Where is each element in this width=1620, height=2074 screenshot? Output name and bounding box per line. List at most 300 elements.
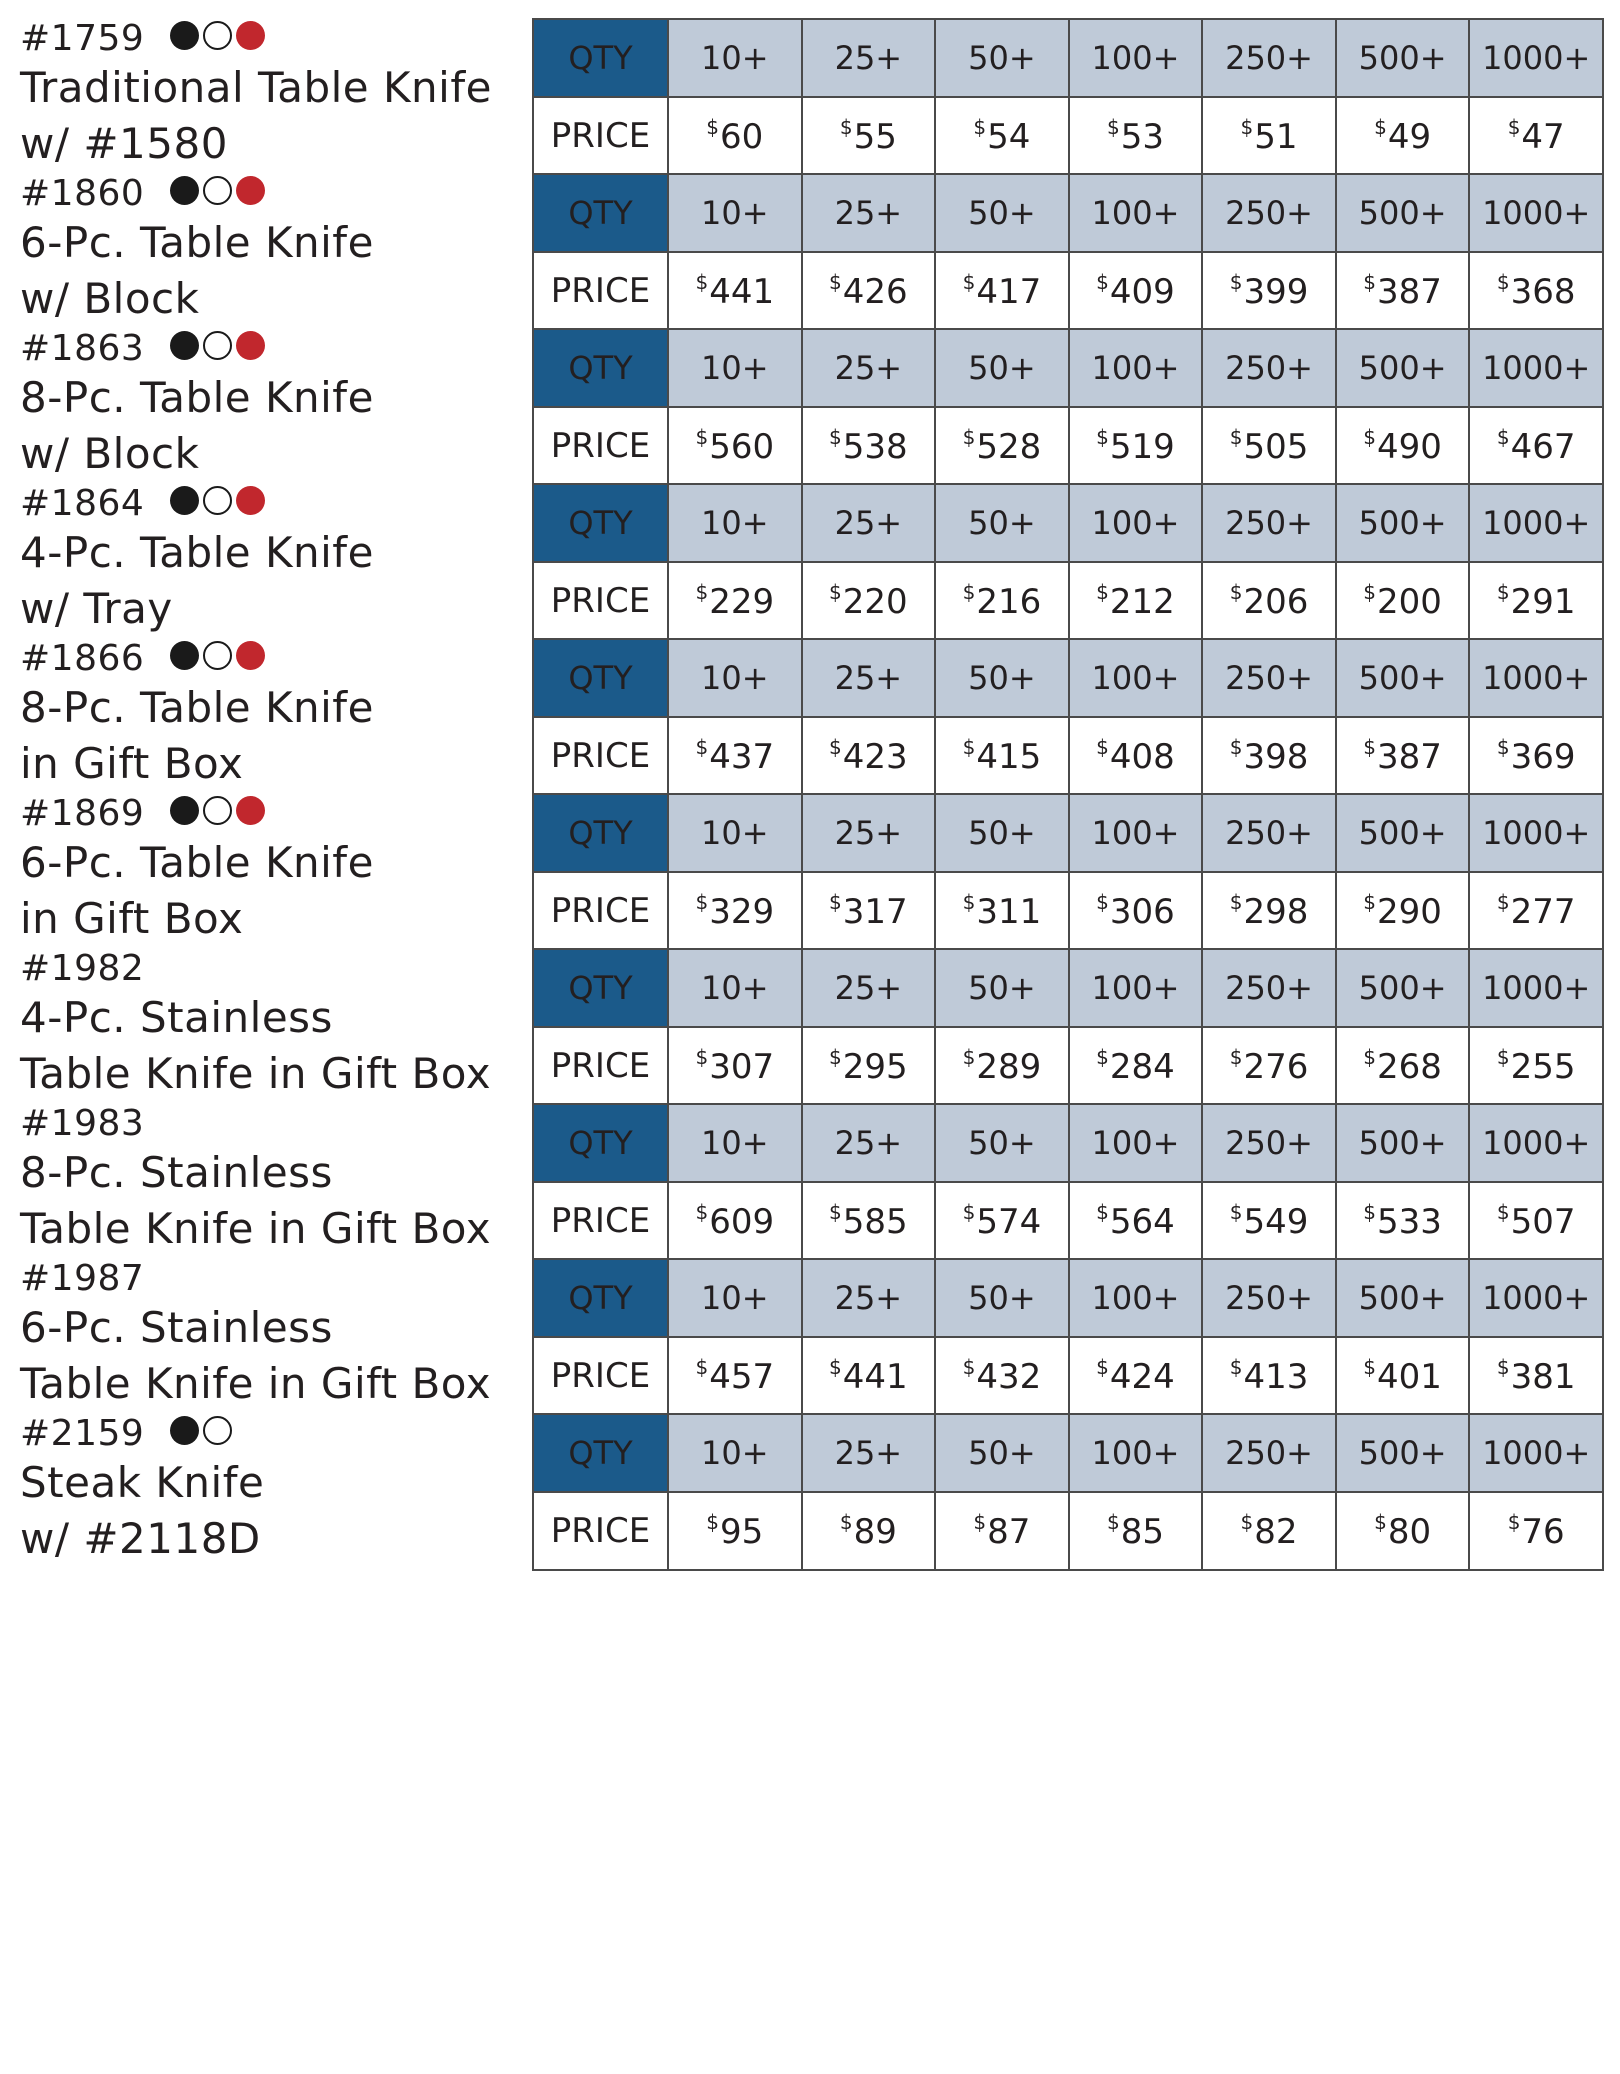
- product-info: [20, 793, 520, 947]
- qty-cell: 50+: [935, 484, 1069, 562]
- price-value: 47: [1521, 117, 1565, 157]
- product-name-line-1: 4-Pc. Table Knife: [20, 528, 374, 577]
- currency-symbol: $: [1229, 580, 1243, 604]
- currency-symbol: $: [1106, 1510, 1120, 1534]
- currency-symbol: $: [829, 1355, 842, 1379]
- red-color-dot-icon: [236, 796, 265, 825]
- color-options: [170, 639, 269, 679]
- product-name-line-2: w/ #1580: [20, 119, 228, 168]
- sku-line: [20, 18, 520, 60]
- qty-cell: 1000+: [1469, 19, 1603, 97]
- price-cell: [668, 872, 802, 950]
- currency-symbol: $: [1096, 735, 1109, 759]
- price-value: 441: [709, 272, 775, 312]
- product-info: [20, 173, 520, 327]
- product-name-line-1: 6-Pc. Table Knife: [20, 218, 374, 267]
- qty-cell: 500+: [1336, 484, 1470, 562]
- product-name-line-1: 8-Pc. Table Knife: [20, 683, 374, 732]
- price-row: [533, 252, 1603, 330]
- qty-cell: 250+: [1202, 19, 1336, 97]
- qty-cell: 10+: [668, 1104, 802, 1182]
- currency-symbol: $: [829, 1200, 842, 1224]
- price-value: 424: [1109, 1357, 1175, 1397]
- product-name-line-2: w/ #2118D: [20, 1514, 261, 1563]
- price-cell: [1069, 717, 1203, 795]
- qty-header: QTY: [533, 949, 668, 1027]
- product-name-line-1: 6-Pc. Table Knife: [20, 838, 374, 887]
- price-value: 216: [976, 582, 1042, 622]
- price-row: [533, 1182, 1603, 1260]
- qty-cell: 1000+: [1469, 329, 1603, 407]
- price-value: 538: [842, 427, 908, 467]
- qty-cell: 50+: [935, 1414, 1069, 1492]
- currency-symbol: $: [962, 580, 976, 604]
- price-table: [532, 173, 1604, 331]
- product-sku: #1759: [20, 18, 145, 59]
- qty-cell: 25+: [802, 949, 936, 1027]
- currency-symbol: $: [1229, 425, 1243, 449]
- qty-cell: 1000+: [1469, 1259, 1603, 1337]
- price-cell: [802, 1027, 936, 1105]
- currency-symbol: $: [1096, 890, 1109, 914]
- price-header: PRICE: [533, 1027, 668, 1105]
- price-cell: [1069, 407, 1203, 485]
- qty-cell: 250+: [1202, 1259, 1336, 1337]
- price-header: PRICE: [533, 562, 668, 640]
- price-value: 295: [842, 1047, 908, 1087]
- red-color-dot-icon: [236, 21, 265, 50]
- qty-cell: 50+: [935, 329, 1069, 407]
- qty-header: QTY: [533, 174, 668, 252]
- qty-cell: 250+: [1202, 794, 1336, 872]
- price-value: 609: [709, 1202, 775, 1242]
- qty-cell: 100+: [1069, 484, 1203, 562]
- qty-cell: 10+: [668, 19, 802, 97]
- qty-cell: 50+: [935, 174, 1069, 252]
- qty-row: [533, 484, 1603, 562]
- qty-cell: 10+: [668, 484, 802, 562]
- currency-symbol: $: [1363, 1355, 1376, 1379]
- product-info: [20, 328, 520, 482]
- black-color-dot-icon: [170, 176, 199, 205]
- price-cell: [935, 1337, 1069, 1415]
- price-cell: [935, 252, 1069, 330]
- price-table: [532, 483, 1604, 641]
- sku-line: [20, 793, 520, 835]
- product-row: [0, 1103, 1620, 1263]
- product-row: [0, 1413, 1620, 1573]
- product-info: [20, 1413, 520, 1567]
- color-options: [170, 174, 269, 214]
- price-value: 417: [976, 272, 1042, 312]
- qty-cell: 100+: [1069, 329, 1203, 407]
- price-value: 289: [976, 1047, 1042, 1087]
- sku-line: [20, 1103, 520, 1145]
- price-header: PRICE: [533, 1337, 668, 1415]
- price-cell: [802, 1182, 936, 1260]
- qty-cell: 100+: [1069, 1259, 1203, 1337]
- qty-cell: 25+: [802, 794, 936, 872]
- price-value: 398: [1243, 737, 1309, 777]
- price-value: 467: [1510, 427, 1576, 467]
- white-color-dot-icon: [203, 331, 232, 360]
- white-color-dot-icon: [203, 486, 232, 515]
- product-info: [20, 1103, 520, 1257]
- price-value: 329: [709, 892, 775, 932]
- sku-line: [20, 1258, 520, 1300]
- price-value: 276: [1243, 1047, 1309, 1087]
- currency-symbol: $: [695, 580, 709, 604]
- currency-symbol: $: [1229, 1355, 1243, 1379]
- product-info: [20, 948, 520, 1102]
- currency-symbol: $: [695, 425, 709, 449]
- price-value: 87: [987, 1512, 1031, 1552]
- price-value: 212: [1109, 582, 1175, 622]
- price-cell: [1469, 97, 1603, 175]
- price-value: 369: [1510, 737, 1576, 777]
- currency-symbol: $: [695, 735, 709, 759]
- qty-row: [533, 329, 1603, 407]
- qty-cell: 10+: [668, 329, 802, 407]
- price-cell: [1469, 1182, 1603, 1260]
- qty-cell: 50+: [935, 19, 1069, 97]
- white-color-dot-icon: [203, 1416, 232, 1445]
- price-cell: [1202, 1027, 1336, 1105]
- qty-cell: 10+: [668, 1259, 802, 1337]
- product-name-line-1: 8-Pc. Stainless: [20, 1148, 333, 1197]
- qty-cell: 50+: [935, 1259, 1069, 1337]
- qty-header: QTY: [533, 329, 668, 407]
- price-cell: [1202, 97, 1336, 175]
- qty-cell: 500+: [1336, 1259, 1470, 1337]
- price-cell: [668, 1492, 802, 1570]
- sku-line: [20, 1413, 520, 1455]
- currency-symbol: $: [1496, 1355, 1510, 1379]
- price-value: 413: [1243, 1357, 1309, 1397]
- currency-symbol: $: [1496, 425, 1510, 449]
- price-cell: [802, 252, 936, 330]
- qty-cell: 1000+: [1469, 949, 1603, 1027]
- qty-cell: 100+: [1069, 639, 1203, 717]
- price-cell: [1202, 562, 1336, 640]
- qty-cell: 25+: [802, 639, 936, 717]
- currency-symbol: $: [695, 270, 709, 294]
- price-value: 423: [842, 737, 908, 777]
- qty-cell: 25+: [802, 174, 936, 252]
- currency-symbol: $: [695, 1355, 709, 1379]
- product-info: [20, 638, 520, 792]
- currency-symbol: $: [695, 1200, 709, 1224]
- qty-cell: 500+: [1336, 639, 1470, 717]
- white-color-dot-icon: [203, 21, 232, 50]
- price-value: 415: [976, 737, 1042, 777]
- price-value: 89: [853, 1512, 897, 1552]
- price-row: [533, 1337, 1603, 1415]
- price-value: 206: [1243, 582, 1309, 622]
- black-color-dot-icon: [170, 641, 199, 670]
- currency-symbol: $: [1363, 1200, 1376, 1224]
- currency-symbol: $: [1363, 580, 1376, 604]
- price-header: PRICE: [533, 252, 668, 330]
- white-color-dot-icon: [203, 176, 232, 205]
- price-table: [532, 793, 1604, 951]
- price-cell: [1202, 407, 1336, 485]
- qty-cell: 500+: [1336, 949, 1470, 1027]
- product-name-line-1: Steak Knife: [20, 1458, 265, 1507]
- product-row: [0, 638, 1620, 798]
- price-value: 85: [1120, 1512, 1164, 1552]
- price-value: 585: [842, 1202, 908, 1242]
- sku-line: [20, 173, 520, 215]
- qty-cell: 10+: [668, 794, 802, 872]
- qty-cell: 250+: [1202, 484, 1336, 562]
- price-value: 291: [1510, 582, 1576, 622]
- price-row: [533, 1027, 1603, 1105]
- currency-symbol: $: [839, 1510, 853, 1534]
- currency-symbol: $: [1096, 1045, 1109, 1069]
- currency-symbol: $: [1496, 1045, 1510, 1069]
- currency-symbol: $: [1229, 1200, 1243, 1224]
- product-name-line-2: w/ Block: [20, 429, 200, 478]
- product-name-line-1: 8-Pc. Table Knife: [20, 373, 374, 422]
- product-sku: #2159: [20, 1413, 145, 1454]
- price-value: 387: [1377, 737, 1442, 777]
- qty-cell: 250+: [1202, 174, 1336, 252]
- price-value: 564: [1109, 1202, 1175, 1242]
- qty-cell: 10+: [668, 639, 802, 717]
- currency-symbol: $: [1507, 115, 1521, 139]
- price-cell: [1336, 1337, 1470, 1415]
- sku-line: [20, 638, 520, 680]
- price-cell: [1202, 872, 1336, 950]
- product-sku: #1982: [20, 948, 145, 989]
- currency-symbol: $: [962, 735, 976, 759]
- qty-cell: 1000+: [1469, 174, 1603, 252]
- currency-symbol: $: [1374, 1510, 1387, 1534]
- price-cell: [802, 872, 936, 950]
- currency-symbol: $: [962, 890, 976, 914]
- currency-symbol: $: [829, 1045, 842, 1069]
- price-header: PRICE: [533, 717, 668, 795]
- currency-symbol: $: [1363, 890, 1376, 914]
- color-options: [170, 19, 269, 59]
- price-value: 306: [1109, 892, 1175, 932]
- qty-cell: 1000+: [1469, 639, 1603, 717]
- price-value: 51: [1254, 117, 1298, 157]
- qty-row: [533, 639, 1603, 717]
- price-cell: [935, 1182, 1069, 1260]
- price-value: 426: [842, 272, 908, 312]
- price-cell: [802, 1492, 936, 1570]
- currency-symbol: $: [695, 890, 709, 914]
- currency-symbol: $: [1496, 580, 1510, 604]
- price-value: 574: [976, 1202, 1042, 1242]
- price-value: 441: [842, 1357, 908, 1397]
- price-value: 200: [1377, 582, 1442, 622]
- qty-cell: 500+: [1336, 794, 1470, 872]
- price-row: [533, 1492, 1603, 1570]
- sku-line: [20, 483, 520, 525]
- price-value: 408: [1109, 737, 1175, 777]
- red-color-dot-icon: [236, 486, 265, 515]
- price-cell: [668, 1027, 802, 1105]
- qty-cell: 25+: [802, 329, 936, 407]
- color-options: [170, 329, 269, 369]
- price-cell: [1069, 1492, 1203, 1570]
- currency-symbol: $: [1363, 425, 1376, 449]
- qty-cell: 500+: [1336, 174, 1470, 252]
- price-table: [532, 1103, 1604, 1261]
- price-cell: [1336, 562, 1470, 640]
- black-color-dot-icon: [170, 21, 199, 50]
- red-color-dot-icon: [236, 331, 265, 360]
- price-header: PRICE: [533, 407, 668, 485]
- price-value: 284: [1109, 1047, 1175, 1087]
- price-cell: [1336, 1182, 1470, 1260]
- price-row: [533, 562, 1603, 640]
- product-name-line-1: 6-Pc. Stainless: [20, 1303, 333, 1352]
- product-sku: #1983: [20, 1103, 145, 1144]
- product-row: [0, 948, 1620, 1108]
- price-header: PRICE: [533, 872, 668, 950]
- price-value: 268: [1377, 1047, 1442, 1087]
- price-header: PRICE: [533, 97, 668, 175]
- qty-cell: 25+: [802, 1104, 936, 1182]
- currency-symbol: $: [706, 115, 720, 139]
- price-cell: [1336, 717, 1470, 795]
- currency-symbol: $: [973, 115, 987, 139]
- product-name-line-2: Table Knife in Gift Box: [20, 1359, 492, 1408]
- price-value: 290: [1377, 892, 1442, 932]
- qty-cell: 1000+: [1469, 1104, 1603, 1182]
- qty-cell: 1000+: [1469, 794, 1603, 872]
- currency-symbol: $: [1229, 890, 1243, 914]
- currency-symbol: $: [1363, 270, 1376, 294]
- price-value: 432: [976, 1357, 1042, 1397]
- price-cell: [668, 407, 802, 485]
- price-cell: [935, 1027, 1069, 1105]
- product-info: [20, 1258, 520, 1412]
- qty-cell: 500+: [1336, 1414, 1470, 1492]
- price-value: 82: [1254, 1512, 1298, 1552]
- currency-symbol: $: [1240, 1510, 1254, 1534]
- price-cell: [1336, 407, 1470, 485]
- currency-symbol: $: [695, 1045, 709, 1069]
- currency-symbol: $: [1096, 425, 1109, 449]
- price-value: 457: [709, 1357, 775, 1397]
- price-value: 549: [1243, 1202, 1309, 1242]
- price-cell: [668, 1182, 802, 1260]
- product-name-line-2: in Gift Box: [20, 894, 244, 943]
- price-cell: [935, 562, 1069, 640]
- price-value: 255: [1510, 1047, 1576, 1087]
- price-cell: [1202, 1182, 1336, 1260]
- product-name-line-1: 4-Pc. Stainless: [20, 993, 333, 1042]
- currency-symbol: $: [829, 270, 842, 294]
- qty-cell: 25+: [802, 1259, 936, 1337]
- qty-cell: 10+: [668, 949, 802, 1027]
- price-value: 307: [709, 1047, 775, 1087]
- price-cell: [1069, 562, 1203, 640]
- price-cell: [802, 1337, 936, 1415]
- qty-cell: 25+: [802, 19, 936, 97]
- currency-symbol: $: [839, 115, 853, 139]
- price-value: 409: [1109, 272, 1175, 312]
- qty-cell: 250+: [1202, 949, 1336, 1027]
- price-cell: [935, 407, 1069, 485]
- price-value: 528: [976, 427, 1042, 467]
- price-value: 53: [1120, 117, 1164, 157]
- price-cell: [1202, 717, 1336, 795]
- qty-cell: 50+: [935, 949, 1069, 1027]
- product-row: [0, 328, 1620, 488]
- currency-symbol: $: [962, 425, 976, 449]
- price-cell: [668, 252, 802, 330]
- price-cell: [1202, 1337, 1336, 1415]
- qty-header: QTY: [533, 1104, 668, 1182]
- qty-cell: 100+: [1069, 1414, 1203, 1492]
- red-color-dot-icon: [236, 641, 265, 670]
- qty-header: QTY: [533, 19, 668, 97]
- price-value: 519: [1109, 427, 1175, 467]
- price-cell: [1469, 407, 1603, 485]
- price-value: 317: [842, 892, 908, 932]
- price-cell: [1469, 562, 1603, 640]
- price-cell: [1336, 97, 1470, 175]
- price-table: [532, 18, 1604, 176]
- qty-header: QTY: [533, 1259, 668, 1337]
- product-sku: #1864: [20, 483, 145, 524]
- product-sku: #1866: [20, 638, 145, 679]
- price-cell: [802, 407, 936, 485]
- price-value: 277: [1510, 892, 1576, 932]
- qty-row: [533, 1259, 1603, 1337]
- currency-symbol: $: [1106, 115, 1120, 139]
- qty-cell: 50+: [935, 639, 1069, 717]
- currency-symbol: $: [1496, 890, 1510, 914]
- qty-header: QTY: [533, 1414, 668, 1492]
- price-cell: [802, 97, 936, 175]
- qty-cell: 500+: [1336, 329, 1470, 407]
- price-value: 560: [709, 427, 775, 467]
- product-info: [20, 483, 520, 637]
- price-value: 490: [1377, 427, 1442, 467]
- currency-symbol: $: [1507, 1510, 1521, 1534]
- qty-cell: 100+: [1069, 794, 1203, 872]
- price-cell: [668, 562, 802, 640]
- price-value: 229: [709, 582, 775, 622]
- price-cell: [1469, 252, 1603, 330]
- red-color-dot-icon: [236, 176, 265, 205]
- product-name-line-2: in Gift Box: [20, 739, 244, 788]
- qty-cell: 500+: [1336, 19, 1470, 97]
- currency-symbol: $: [1496, 735, 1510, 759]
- price-value: 311: [976, 892, 1042, 932]
- price-cell: [1069, 1182, 1203, 1260]
- qty-cell: 25+: [802, 1414, 936, 1492]
- currency-symbol: $: [1096, 270, 1109, 294]
- qty-header: QTY: [533, 484, 668, 562]
- currency-symbol: $: [1240, 115, 1254, 139]
- price-value: 54: [987, 117, 1031, 157]
- product-name-line-2: Table Knife in Gift Box: [20, 1049, 492, 1098]
- product-row: [0, 483, 1620, 643]
- qty-row: [533, 1104, 1603, 1182]
- price-cell: [1336, 1027, 1470, 1105]
- qty-cell: 50+: [935, 794, 1069, 872]
- qty-cell: 25+: [802, 484, 936, 562]
- qty-row: [533, 794, 1603, 872]
